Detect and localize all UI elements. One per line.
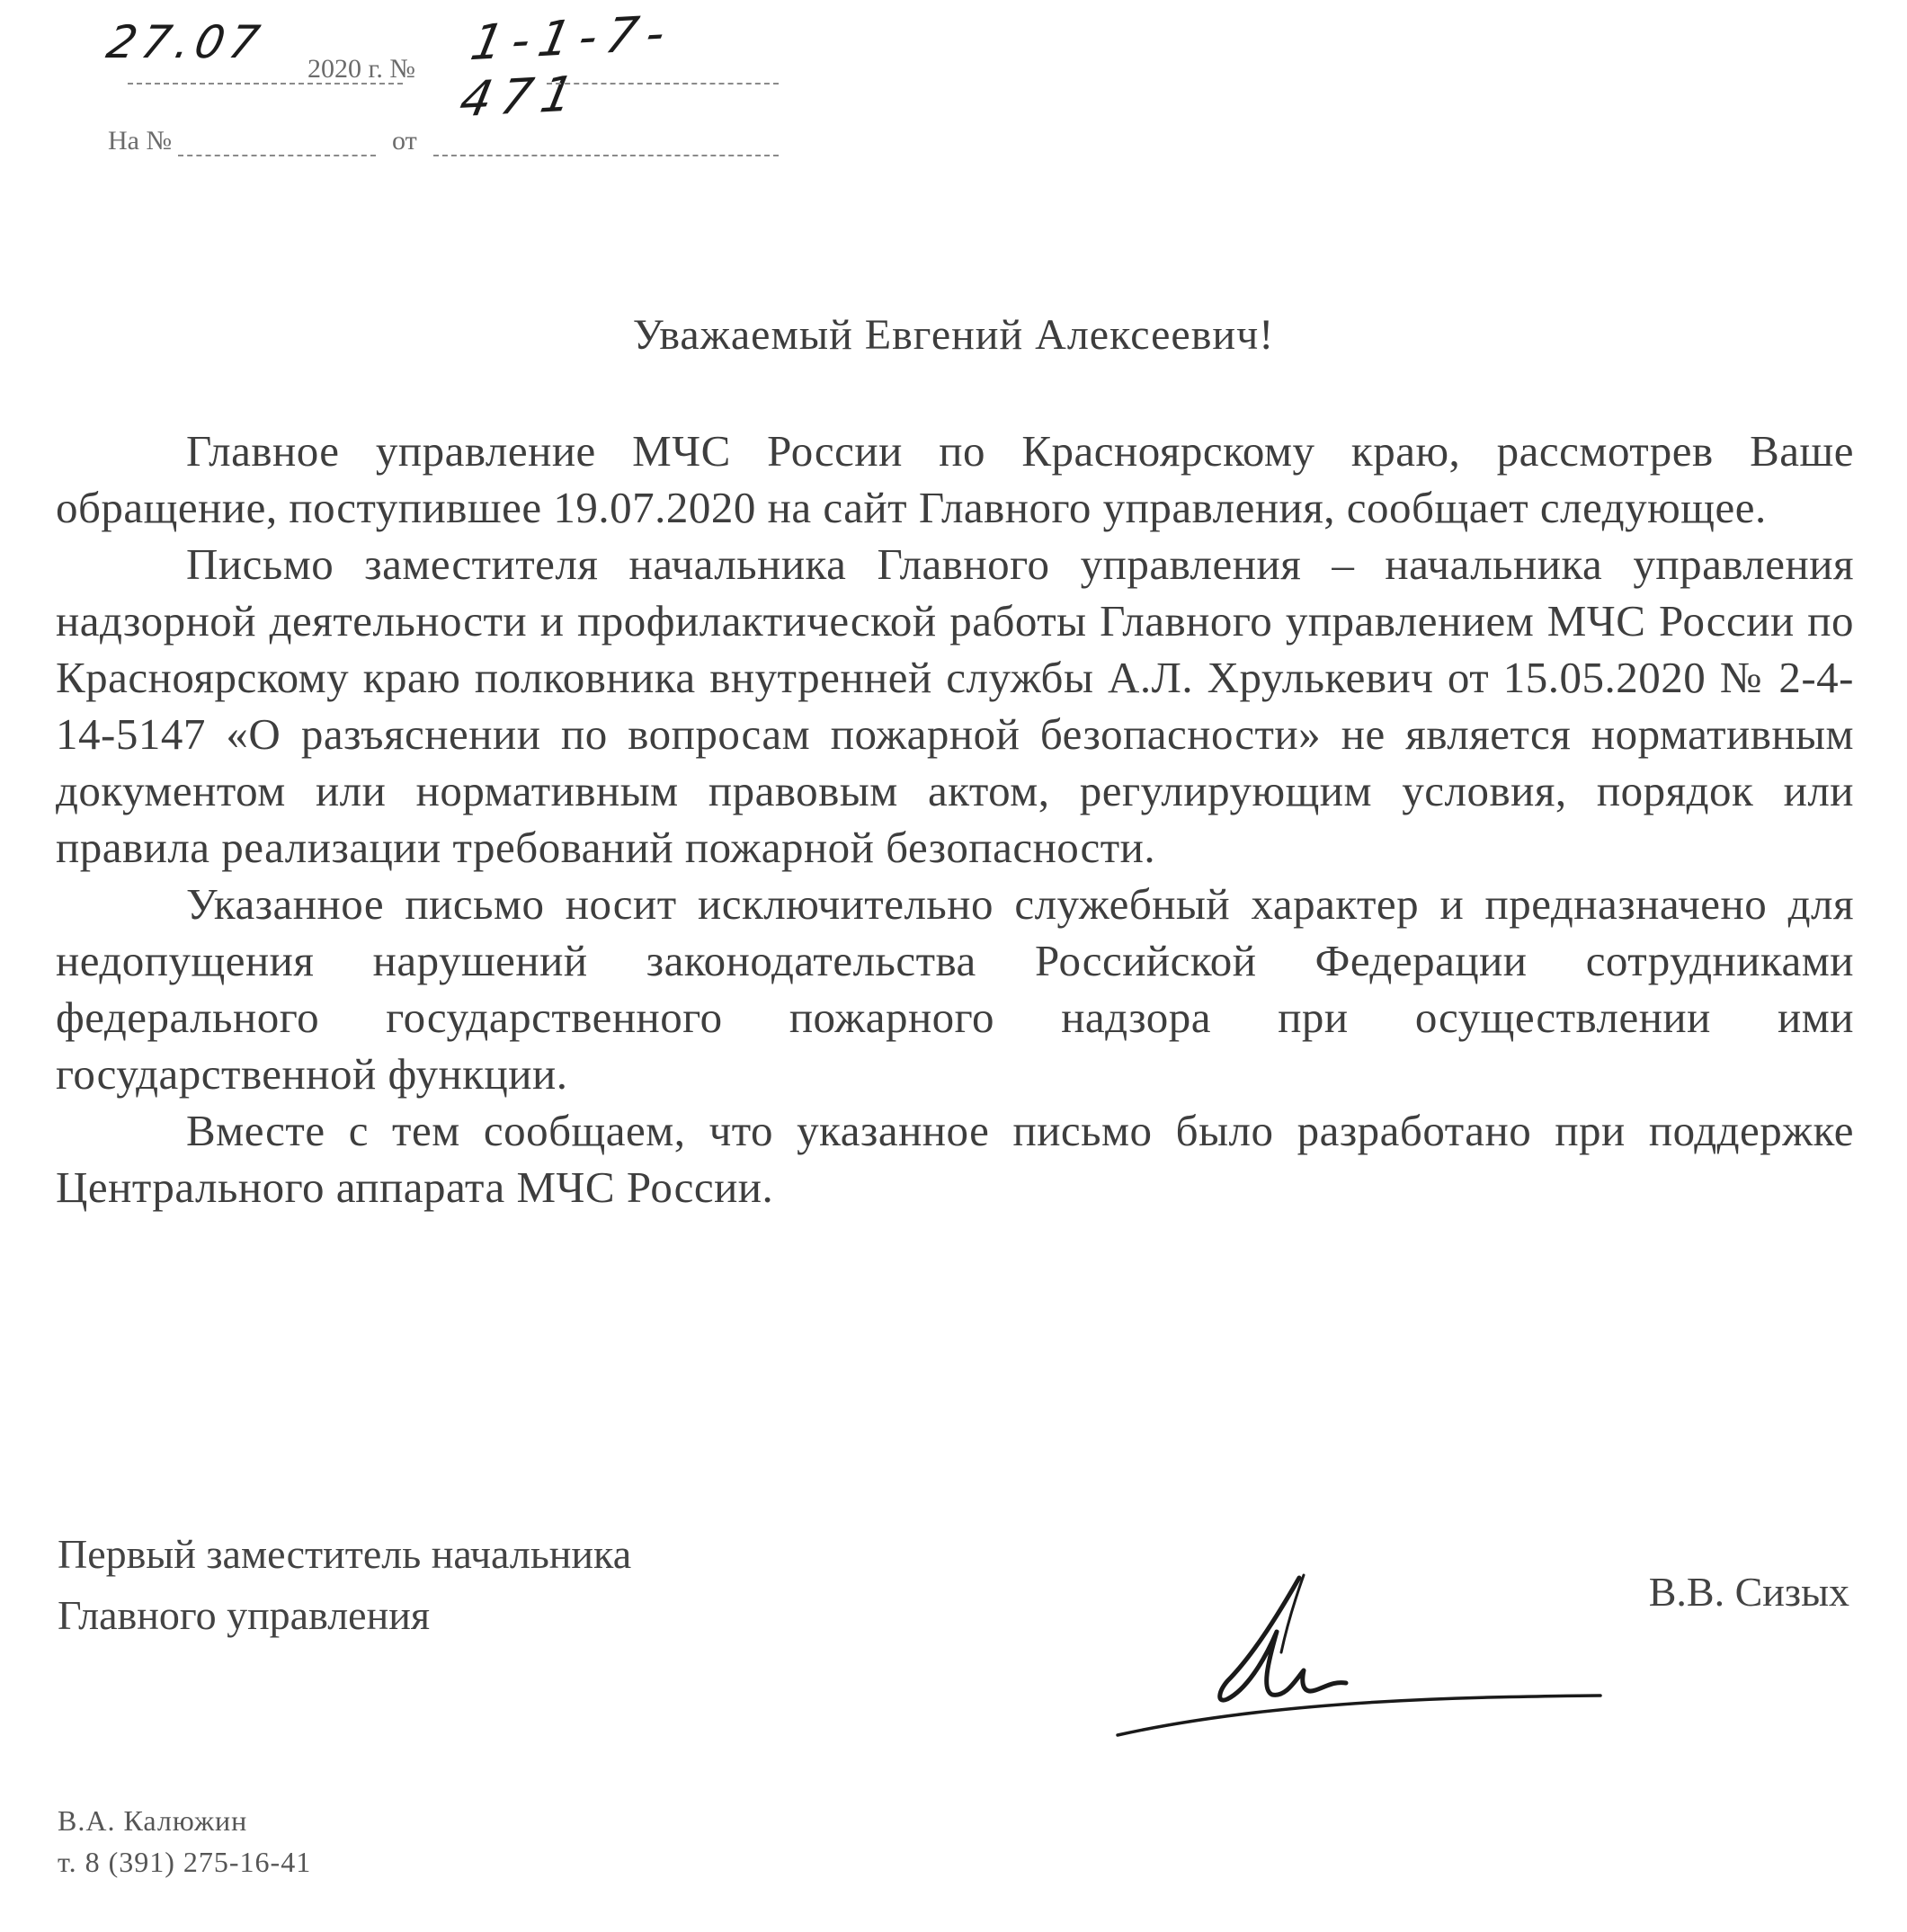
paragraph: Указанное письмо носит исключительно служебный характер и предназначено для недопущения нарушений законодательства Российской Федерации сотрудниками федерального государственного пожарного надзора при осуществлении ими государственной функции.	[56, 879, 1854, 1099]
reference-line	[108, 126, 683, 162]
paragraph: Вместе с тем сообщаем, что указанное письмо было разработано при поддержке Центрального аппарата МЧС России.	[56, 1106, 1854, 1212]
executor-info	[58, 1800, 311, 1883]
executor-phone: т. 8 (391) 275-16-41	[58, 1846, 312, 1878]
ref-from-label: от	[392, 126, 417, 156]
signatory-name: В.В. Сизых	[1648, 1569, 1849, 1615]
date-underline	[128, 83, 403, 85]
year-number-label: 2020 г. №	[307, 54, 416, 84]
number-underline	[547, 83, 779, 85]
signatory-title	[58, 1524, 631, 1646]
letter-body	[56, 423, 1854, 1215]
executor-name: В.А. Калюжин	[58, 1804, 248, 1837]
registration-line	[102, 4, 683, 129]
ref-number-label: На №	[108, 126, 173, 156]
salutation: Уважаемый Евгений Алексеевич!	[632, 311, 1275, 359]
ref-date-blank	[433, 155, 779, 156]
signatory-title-line: Главного управления	[58, 1592, 430, 1638]
handwritten-outgoing-number: 1-1-7-471	[455, 4, 680, 129]
handwritten-signature	[1110, 1546, 1614, 1744]
signatory-title-line: Первый заместитель начальника	[58, 1531, 632, 1577]
handwritten-date: 27.07	[102, 16, 270, 68]
paragraph: Главное управление МЧС России по Красноярскому краю, рассмотрев Ваше обращение, поступившее 19.07.2020 на сайт Главного управления, сообщает следующее.	[56, 426, 1854, 532]
paragraph: Письмо заместителя начальника Главного управления – начальника управления надзорной деятельности и профилактической работы Главного управлением МЧС России по Красноярскому краю полковника внутренней службы А.Л. Хрулькевич от 15.05.2020 № 2-4-14-5147 «О разъяснении по вопросам пожарной безопасности» не является нормативным документом или нормативным правовым актом, регулирующим условия, порядок или правила реализации требований пожарной безопасности.	[56, 539, 1854, 872]
ref-number-blank	[178, 155, 376, 156]
